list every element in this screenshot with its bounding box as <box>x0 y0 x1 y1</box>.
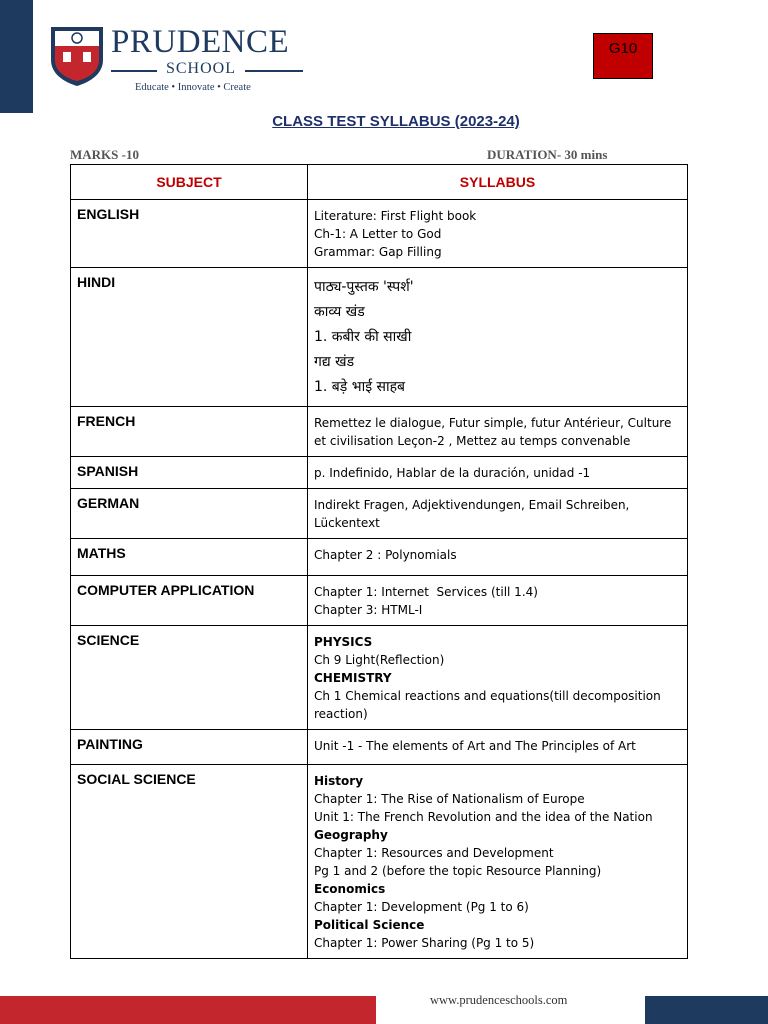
table-row <box>71 407 688 457</box>
syllabus-line: Unit 1: The French Revolution and the idea of the Nation <box>314 810 653 824</box>
syllabus-line: 1. बड़े भाई साहब <box>314 379 406 395</box>
syllabus-line: Chapter 3: HTML-I <box>314 603 423 617</box>
school-logo <box>48 24 308 94</box>
syllabus-line: Chapter 1: Power Sharing (Pg 1 to 5) <box>314 936 535 950</box>
syllabus-heading: Economics <box>314 882 386 896</box>
footer-navy-bar <box>645 996 768 1024</box>
syllabus-line: Chapter 1: Internet Services (till 1.4) <box>314 585 538 599</box>
syllabus-line: Remettez le dialogue, Futur simple, futur Antérieur, Culture et civilisation Leçon-2 , Mettez au temps convenable <box>314 416 672 448</box>
marks-label: MARKS -10 <box>70 147 139 162</box>
syllabus-cell <box>308 200 688 268</box>
table-row <box>71 489 688 539</box>
school-crest-icon <box>48 24 106 88</box>
footer-website[interactable]: www.prudenceschools.com <box>430 993 568 1007</box>
syllabus-line: Ch 1 Chemical reactions and equations(till decomposition reaction) <box>314 689 661 721</box>
table-row <box>71 200 688 268</box>
subject-cell: SOCIAL SCIENCE <box>71 765 308 959</box>
table-row <box>71 765 688 959</box>
syllabus-heading: CHEMISTRY <box>314 671 392 685</box>
brand-name: PRUDENCE <box>111 24 290 60</box>
brand-tagline: Educate • Innovate • Create <box>135 82 251 93</box>
header-side-bar <box>0 0 33 113</box>
brand-text <box>111 24 311 93</box>
table-row <box>71 730 688 765</box>
subject-cell: ENGLISH <box>71 200 308 268</box>
syllabus-table <box>70 164 688 959</box>
syllabus-heading: History <box>314 774 364 788</box>
table-row <box>71 457 688 489</box>
subject-cell: PAINTING <box>71 730 308 765</box>
table-row <box>71 626 688 730</box>
syllabus-heading: Political Science <box>314 918 425 932</box>
subject-cell: MATHS <box>71 539 308 576</box>
syllabus-cell <box>308 407 688 457</box>
table-header-row <box>71 165 688 200</box>
page-title: CLASS TEST SYLLABUS (2023-24) <box>272 113 520 130</box>
syllabus-line: 1. कबीर की साखी <box>314 329 412 345</box>
syllabus-cell <box>308 539 688 576</box>
brand-divider-left <box>111 70 157 72</box>
subject-cell: HINDI <box>71 268 308 407</box>
syllabus-line: काव्य खंड <box>314 304 365 320</box>
table-row <box>71 539 688 576</box>
syllabus-line: Chapter 2 : Polynomials <box>314 548 457 562</box>
grade-badge: G10 <box>593 33 653 79</box>
subject-cell: SPANISH <box>71 457 308 489</box>
syllabus-cell <box>308 268 688 407</box>
syllabus-cell <box>308 457 688 489</box>
syllabus-cell <box>308 626 688 730</box>
syllabus-line: Literature: First Flight book <box>314 209 477 223</box>
syllabus-line: Grammar: Gap Filling <box>314 245 442 259</box>
syllabus-heading: PHYSICS <box>314 635 373 649</box>
syllabus-line: Ch-1: A Letter to God <box>314 227 442 241</box>
syllabus-line: Chapter 1: The Rise of Nationalism of Europe <box>314 792 585 806</box>
brand-school-row <box>111 60 311 80</box>
syllabus-cell <box>308 489 688 539</box>
syllabus-cell <box>308 576 688 626</box>
syllabus-line: पाठ्य-पुस्तक 'स्पर्श' <box>314 279 414 295</box>
syllabus-heading: Geography <box>314 828 388 842</box>
syllabus-line: Chapter 1: Resources and Development <box>314 846 554 860</box>
subject-cell: SCIENCE <box>71 626 308 730</box>
syllabus-line: p. Indefinido, Hablar de la duración, unidad -1 <box>314 466 591 480</box>
syllabus-line: Indirekt Fragen, Adjektivendungen, Email Schreiben, Lückentext <box>314 498 630 530</box>
subject-cell: GERMAN <box>71 489 308 539</box>
brand-divider-right <box>245 70 303 72</box>
table-row <box>71 576 688 626</box>
syllabus-header: SYLLABUS <box>308 165 688 200</box>
syllabus-line: Ch 9 Light(Reflection) <box>314 653 445 667</box>
brand-school: SCHOOL <box>165 60 236 77</box>
syllabus-line: गद्य खंड <box>314 354 355 370</box>
syllabus-cell <box>308 730 688 765</box>
duration-label: DURATION- 30 mins <box>487 147 608 162</box>
footer-red-bar <box>0 996 376 1024</box>
subject-cell: FRENCH <box>71 407 308 457</box>
subject-header: SUBJECT <box>71 165 308 200</box>
subject-cell: COMPUTER APPLICATION <box>71 576 308 626</box>
syllabus-line: Chapter 1: Development (Pg 1 to 6) <box>314 900 529 914</box>
syllabus-line: Pg 1 and 2 (before the topic Resource Planning) <box>314 864 602 878</box>
table-row <box>71 268 688 407</box>
syllabus-cell <box>308 765 688 959</box>
syllabus-line: Unit -1 - The elements of Art and The Principles of Art <box>314 739 636 753</box>
